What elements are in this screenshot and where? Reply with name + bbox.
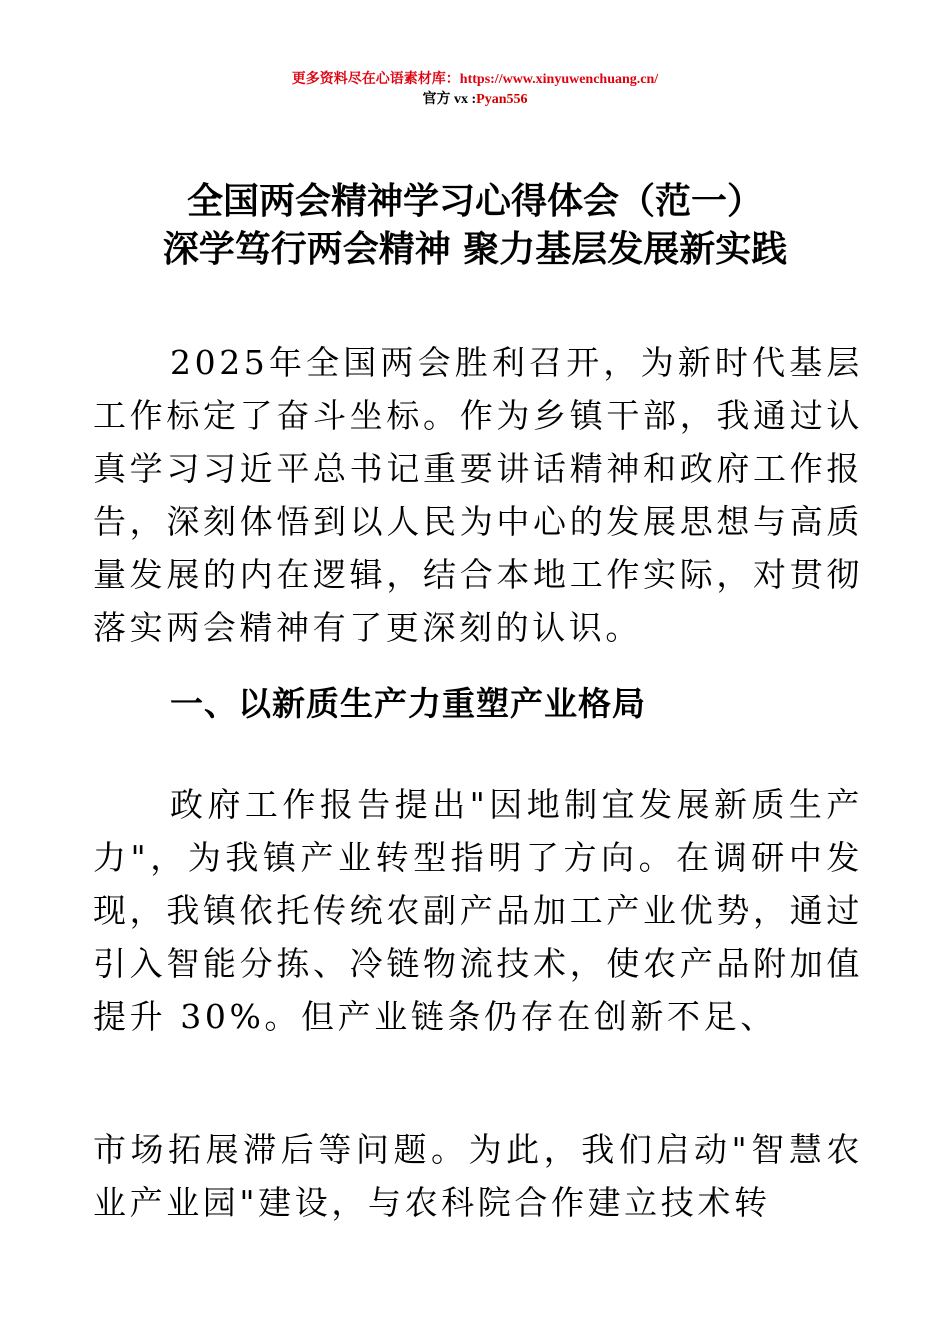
body-paragraph: 2025年全国两会胜利召开，为新时代基层工作标定了奋斗坐标。作为乡镇干部，我通过认真学习习近平总书记重要讲话精神和政府工作报告，深刻体悟到以人民为中心的发展思想与高质量发展的内在逻辑，结合本地工作实际，对贯彻落实两会精神有了更深刻的认识。	[93, 343, 863, 647]
header-line1	[0, 70, 950, 90]
header-url-link[interactable]: https://www.xinyuwenchuang.cn/	[459, 72, 659, 87]
body-paragraph: 政府工作报告提出"因地制宜发展新质生产力"，为我镇产业转型指明了方向。在调研中发现，我镇依托传统农副产品加工产业优势，通过引入智能分拣、冷链物流技术，使农产品附加值提升 30%。但产业链条仍存在创新不足、	[93, 785, 863, 1036]
header-vx-label: 官方 vx :	[422, 92, 477, 107]
body-paragraph: 市场拓展滞后等问题。为此，我们启动"智慧农业产业园"建设，与农科院合作建立技术转	[93, 1130, 863, 1222]
header-line2	[0, 90, 950, 110]
document-title: 全国两会精神学习心得体会（范一）	[186, 181, 763, 222]
watermark-header	[0, 70, 950, 110]
document-subtitle: 深学笃行两会精神 聚力基层发展新实践	[162, 229, 788, 270]
header-vx-value: Pyan556	[476, 92, 528, 107]
section-heading: 一、以新质生产力重塑产业格局	[170, 684, 646, 723]
header-prefix: 更多资料尽在心语素材库：	[291, 72, 460, 87]
